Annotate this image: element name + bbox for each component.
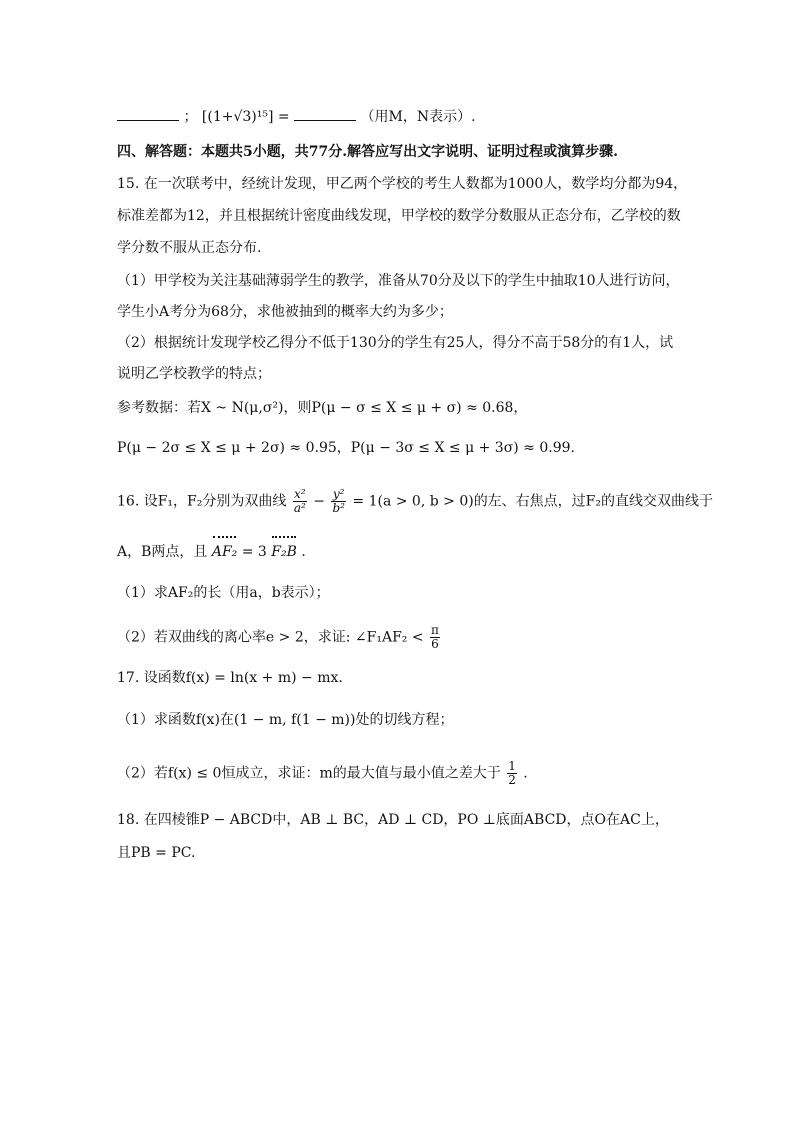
q18-line-2: 且PB = PC. [117, 845, 196, 861]
fraction-x2-a2: $\frac{\text{x²}}{\text{a²}}$ [293, 487, 306, 515]
q14-tail-line: ； [(1+√3)¹⁵] = （用M，N表示）. [117, 106, 476, 127]
q15-part1-line-1: （1）甲学校为关注基础薄弱学生的教学，准备从70分及以下的学生中抽取10人进行访问， [117, 273, 680, 289]
q17-line-1: 17. 设函数f(x) = ln(x + m) − mx. [117, 670, 343, 686]
answer-blank-2 [294, 106, 356, 121]
fraction-pi-6: $\frac{\pi}{6}$ [431, 623, 439, 651]
fraction-one-half: $\frac{1}{2}$ [508, 759, 516, 787]
answer-note: （用M，N表示）. [360, 109, 476, 125]
vector-f2b: F₂B [271, 544, 297, 560]
q15-reference-line-1: 参考数据：若X ~ N(μ,σ²)，则P(μ − σ ≤ X ≤ μ + σ) ≈ 0.68， [117, 400, 528, 416]
q17-part2: （2）若f(x) ≤ 0恒成立，求证：m的最大值与最小值之差大于 $\frac{1}{2}$ . [117, 759, 528, 787]
q15-part2-line-1: （2）根据统计发现学校乙得分不低于130分的学生有25人，得分不高于58分的有1人，试 [117, 335, 674, 351]
q16-line-2: A，B两点，且 AF₂ = 3 F₂B . [117, 544, 306, 560]
q18-line-1: 18. 在四棱锥P − ABCD中，AB ⊥ BC，AD ⊥ CD，PO ⊥底面ABCD，点O在AC上， [117, 812, 669, 828]
q15-reference-line-2: P(μ − 2σ ≤ X ≤ μ + 2σ) ≈ 0.95，P(μ − 3σ ≤ X ≤ μ + 3σ) ≈ 0.99. [117, 440, 575, 456]
q17-part1: （1）求函数f(x)在(1 − m, f(1 − m))处的切线方程； [117, 712, 454, 728]
section-heading: 四、解答题：本题共5小题，共77分.解答应写出文字说明、证明过程或演算步骤. [117, 144, 618, 160]
vector-af2: AF₂ [211, 544, 238, 560]
q15-line-2: 标准差都为12，并且根据统计密度曲线发现，甲学校的数学分数服从正态分布，乙学校的数 [117, 208, 681, 224]
q15-part2-line-2: 说明乙学校教学的特点； [117, 366, 271, 382]
q16-part2: （2）若双曲线的离心率e > 2，求证: ∠F₁AF₂ < $\frac{\pi}{6}$ [117, 623, 439, 651]
q15-part1-line-2: 学生小A考分为68分，求他被抽到的概率大约为多少； [117, 304, 453, 320]
q16-part1: （1）求AF₂的长（用a，b表示）； [117, 585, 330, 601]
answer-blank-1 [117, 106, 179, 121]
q16-line-1: 16. 设F₁，F₂分别为双曲线 $\frac{\text{x²}}{\text{a²}}$ − $\frac{\text{y²}}{\text{b²}}$ = 1(a > 0, b > 0)的左、右焦点，过F₂的直线交双曲线于 [117, 487, 714, 515]
fraction-y2-b2: $\frac{\text{y²}}{\text{b²}}$ [332, 487, 345, 515]
q15-line-3: 学分数不服从正态分布. [117, 240, 262, 256]
bracket-expression: [(1+√3)¹⁵] = [201, 109, 290, 125]
q15-line-1: 15. 在一次联考中，经统计发现，甲乙两个学校的考生人数都为1000人，数学均分都为94， [117, 176, 688, 192]
